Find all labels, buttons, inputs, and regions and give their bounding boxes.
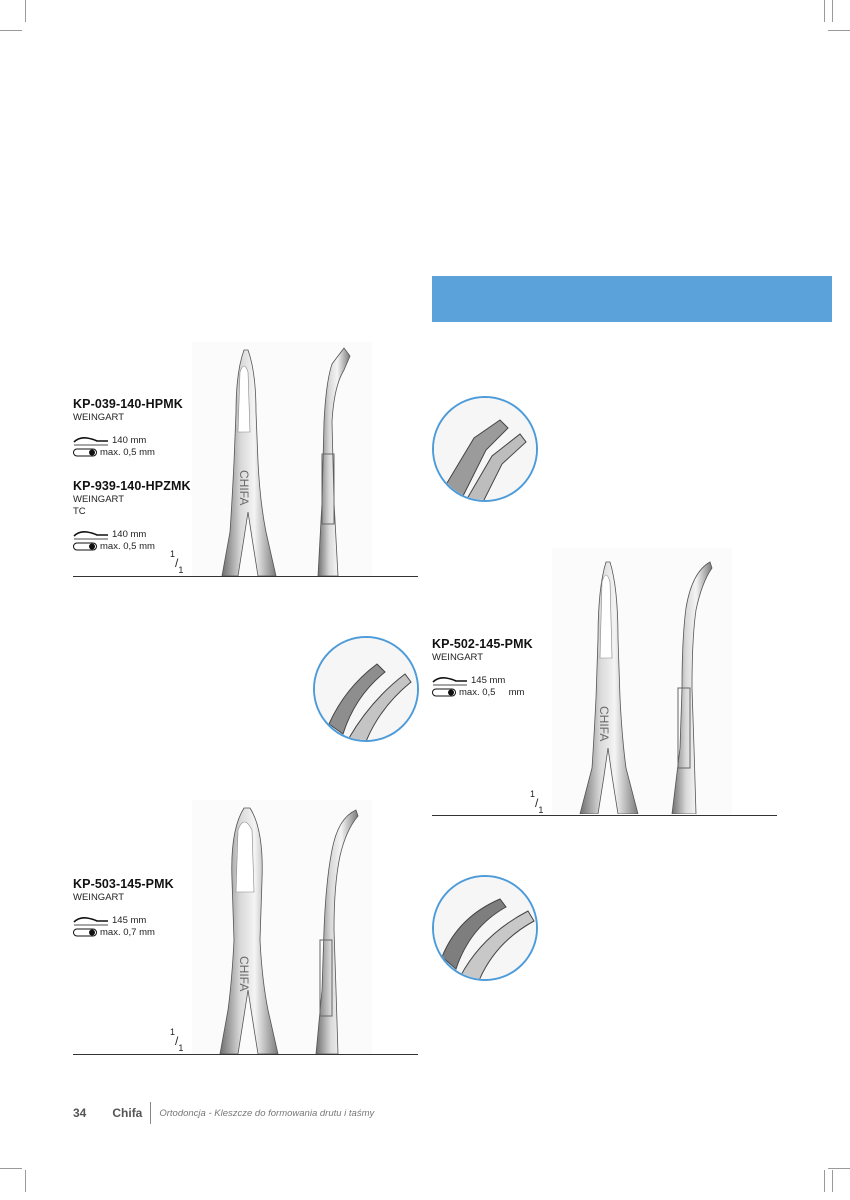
engraving: CHIFA — [237, 470, 251, 506]
section-rule — [73, 576, 418, 577]
crop-mark — [824, 1170, 825, 1192]
length-spec — [73, 529, 191, 540]
product-maker: WEINGART — [73, 494, 125, 505]
scale-numerator: 1 — [170, 549, 176, 559]
product-code: KP-502-145-PMK — [432, 637, 533, 651]
length-value: 140 mm — [112, 435, 147, 446]
wire-value: max. 0,5 mm — [100, 447, 155, 458]
brand-name: Chifa — [112, 1106, 143, 1120]
scale-denominator: 1 — [178, 565, 184, 576]
plier-photo — [192, 342, 372, 576]
footer-caption: Ortodoncja - Kleszcze do formowania drutu i taśmy — [159, 1107, 375, 1119]
product-info — [73, 479, 191, 552]
crop-mark — [0, 30, 22, 31]
product-extra: TC — [73, 506, 86, 517]
length-value: 140 mm — [112, 529, 147, 540]
crop-mark — [0, 1168, 22, 1169]
wire-spec — [73, 927, 174, 938]
product-maker: WEINGART — [432, 652, 484, 663]
length-value: 145 mm — [471, 675, 506, 686]
product-code: KP-939-140-HPZMK — [73, 479, 191, 493]
crop-mark — [832, 0, 833, 22]
scale-label: $^1/_1$ — [530, 789, 544, 816]
engraving: CHIFA — [237, 956, 251, 992]
product-info — [73, 877, 174, 938]
page-footer — [73, 1102, 374, 1124]
scale-label: $^1/_1$ — [170, 1027, 184, 1054]
product-code: KP-039-140-HPMK — [73, 397, 183, 411]
crop-mark — [25, 0, 26, 22]
scale-numerator: 1 — [530, 789, 536, 799]
length-spec — [73, 435, 183, 446]
section-banner — [432, 276, 832, 322]
wire-spec — [432, 687, 533, 698]
page-number: 34 — [73, 1106, 87, 1120]
wire-diameter-icon — [432, 688, 456, 697]
product-info — [432, 637, 533, 698]
detail-zoom-circle — [432, 396, 538, 502]
scale-numerator: 1 — [170, 1027, 176, 1037]
detail-zoom-circle — [432, 875, 538, 981]
plier-length-icon — [73, 530, 109, 540]
wire-value: max. 0,7 mm — [100, 927, 155, 938]
wire-diameter-icon — [73, 542, 97, 551]
scale-denominator: 1 — [538, 805, 544, 816]
wire-value: max. 0,5 mm — [100, 541, 155, 552]
wire-spec — [73, 447, 183, 458]
crop-mark — [828, 30, 850, 31]
section-rule — [432, 815, 777, 816]
plier-tip-detail — [434, 877, 538, 981]
length-spec — [432, 675, 533, 686]
detail-zoom-circle — [313, 636, 419, 742]
wire-diameter-icon — [73, 928, 97, 937]
plier-tip-detail — [434, 398, 538, 502]
plier-tip-detail — [315, 638, 419, 742]
crop-mark — [25, 1170, 26, 1192]
scale-denominator: 1 — [178, 1043, 184, 1054]
plier-length-icon — [73, 436, 109, 446]
crop-mark — [828, 1168, 850, 1169]
plier-photo — [192, 800, 372, 1054]
product-maker: WEINGART — [73, 412, 125, 423]
wire-diameter-icon — [73, 448, 97, 457]
product-maker: WEINGART — [73, 892, 125, 903]
engraving: CHIFA — [597, 706, 611, 742]
scale-label: $^1/_1$ — [170, 549, 184, 576]
plier-photo — [552, 548, 732, 814]
product-code: KP-503-145-PMK — [73, 877, 174, 891]
crop-mark — [832, 1170, 833, 1192]
length-value: 145 mm — [112, 915, 147, 926]
length-spec — [73, 915, 174, 926]
plier-length-icon — [432, 676, 468, 686]
section-rule — [73, 1054, 418, 1055]
product-info — [73, 397, 183, 458]
plier-length-icon — [73, 916, 109, 926]
wire-value: max. 0,5 mm — [459, 687, 525, 698]
crop-mark — [824, 0, 825, 22]
footer-divider — [150, 1102, 151, 1124]
